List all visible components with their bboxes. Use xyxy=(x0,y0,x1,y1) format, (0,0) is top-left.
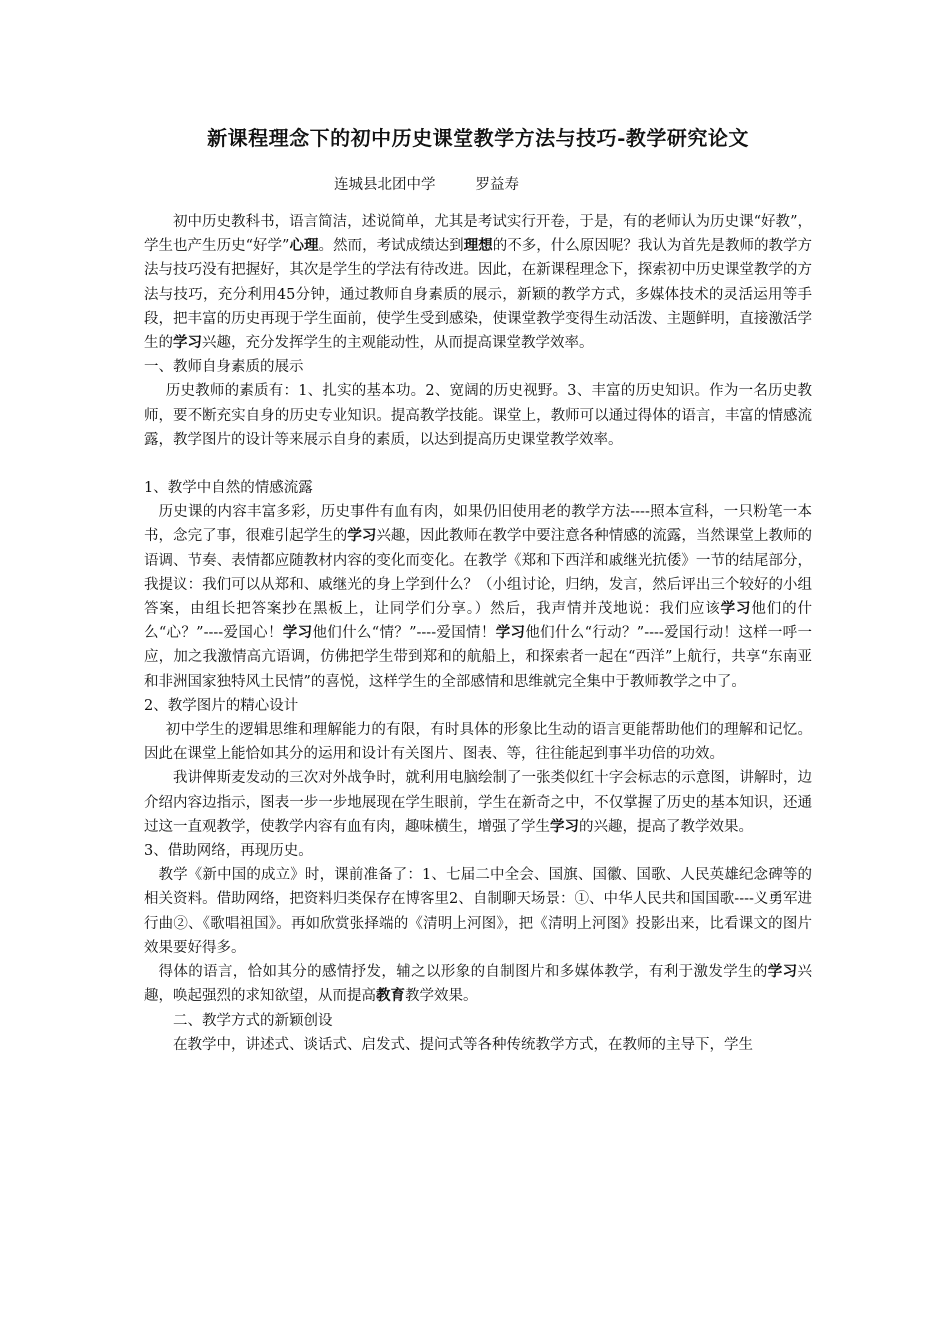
intro-paragraph: 初中历史教科书，语言简洁，述说简单，尤其是考试实行开卷，于是，有的老师认为历史课“好教”，学生也产生历史“好学”心理。然而，考试成绩达到理想的不多，什么原因呢？我认为首先是教师的教学方法与技巧没有把握好，其次是学生的学法有待改进。因此，在新课程理念下，探索初中历史课堂教学的方法与技巧，充分利用45分钟，通过教师自身素质的展示，新颖的教学方式，多媒体技术的灵活运用等手段，把丰富的历史再现于学生面前，使学生受到感染，使课堂教学变得生动活泼、主题鲜明，直接激活学生的学习兴趣，充分发挥学生的主观能动性，从而提高课堂教学效率。 xyxy=(144,214,813,352)
paragraph: 在教学中，讲述式、谈话式、启发式、提问式等各种传统教学方式，在教师的主导下，学生 xyxy=(173,1036,753,1053)
byline xyxy=(144,173,812,194)
subsection-heading: 3、借助网络，再现历史。 xyxy=(144,843,313,860)
paragraph: 教学《新中国的成立》时，课前准备了：1、七届二中全会、国旗、国徽、国歌、人民英雄纪念碑等的相关资料。借助网络，把资料归类保存在博客里2、自制聊天场景：①、中华人民共和国国歌----义勇军进行曲②、《歌唱祖国》。再如欣赏张择端的《清明上河图》，把《清明上河图》投影出来，比看课文的图片效果要好得多。 xyxy=(144,867,812,956)
section-heading: 一、教师自身素质的展示 xyxy=(144,359,304,376)
paragraph: 得体的语言，恰如其分的感情抒发，辅之以形象的自制图片和多媒体教学，有利于激发学生的学习兴趣，唤起强烈的求知欲望，从而提高教育教学效果。 xyxy=(144,963,813,1005)
subsection-heading: 2、教学图片的精心设计 xyxy=(144,697,299,714)
paragraph: 历史教师的素质有：1、扎实的基本功。2、宽阔的历史视野。3、丰富的历史知识。作为一名历史教师，要不断充实自身的历史专业知识。提高教学技能。课堂上，教师可以通过得体的语言，丰富的情感流露，教学图片的设计等来展示自身的素质，以达到提高历史课堂教学效率。 xyxy=(144,383,812,448)
school-name: 连城县北团中学 xyxy=(334,177,436,193)
paragraph: 我讲俾斯麦发动的三次对外战争时，就利用电脑绘制了一张类似红十字会标志的示意图，讲解时，边介绍内容边指示，图表一步一步地展现在学生眼前，学生在新奇之中，不仅掌握了历史的基本知识，还通过这一直观教学，使教学内容有血有肉，趣味横生，增强了学生学习的兴趣，提高了教学效果。 xyxy=(144,770,812,835)
paragraph: 历史课的内容丰富多彩，历史事件有血有肉，如果仍旧使用老的教学方法----照本宣科，一只粉笔一本书，念完了事，很难引起学生的学习兴趣，因此教师在教学中要注意各种情感的流露，当然课堂上教师的语调、节奏、表情都应随教材内容的变化而变化。在教学《郑和下西洋和戚继光抗倭》一节的结尾部分，我提议：我们可以从郑和、戚继光的身上学到什么？（小组讨论，归纳，发言，然后评出三个较好的小组答案，由组长把答案抄在黑板上，让同学们分享。）然后，我声情并茂地说：我们应该学习他们的什么“心？”----爱国心！学习他们什么“情？”----爱国情！学习他们什么“行动？”----爱国行动！这样一呼一应，加之我激情高亢语调，仿佛把学生带到郑和的航船上，和探索者一起在“西洋”上航行，共享“东南亚和非洲国家独特风土民情”的喜悦，这样学生的全部感情和思维就完全集中于教师教学之中了。 xyxy=(144,504,813,690)
paragraph: 初中学生的逻辑思维和理解能力的有限，有时具体的形象比生动的语言更能帮助他们的理解和记忆。因此在课堂上能恰如其分的运用和设计有关图片、图表、等，往往能起到事半功倍的功效。 xyxy=(144,722,812,763)
subsection-heading: 1、教学中自然的情感流露 xyxy=(144,480,313,497)
document-title: 新课程理念下的初中历史课堂教学方法与技巧-教学研究论文 xyxy=(207,126,749,150)
author-name: 罗益寿 xyxy=(475,177,519,193)
section-heading: 二、教学方式的新颖创设 xyxy=(173,1012,333,1029)
document-body xyxy=(144,210,812,1057)
document-page xyxy=(144,0,812,1057)
